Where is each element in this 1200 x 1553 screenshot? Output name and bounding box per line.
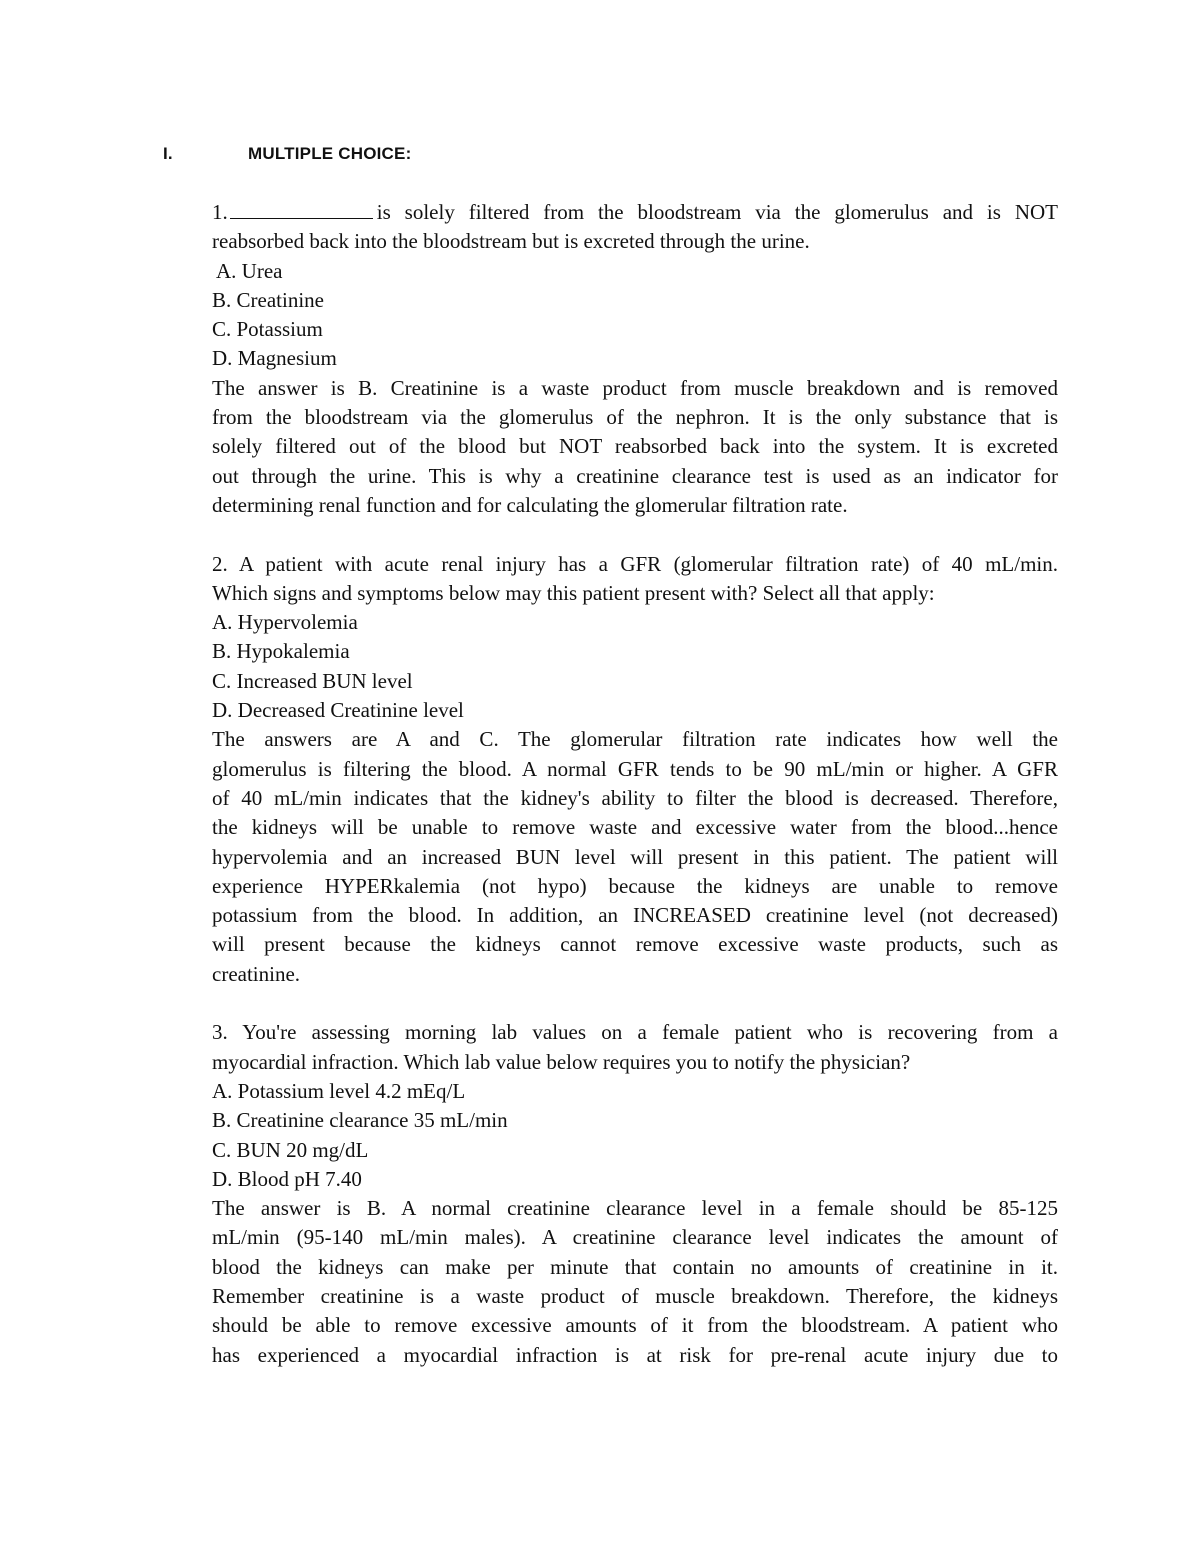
section-title: MULTIPLE CHOICE: — [248, 144, 412, 163]
q2-option-c: C. Increased BUN level — [212, 668, 413, 693]
q3-option-d: D. Blood pH 7.40 — [212, 1166, 362, 1191]
q2-option-a: A. Hypervolemia — [212, 610, 358, 635]
q3-answer-line: Remember creatinine is a waste product of muscle breakdown. Therefore, the kidneys — [212, 1283, 1058, 1308]
q2-answer-line: the kidneys will be unable to remove waste and excessive water from the blood...hence — [212, 815, 1058, 840]
q2-answer-line: experience HYPERkalemia (not hypo) because the kidneys are unable to remove — [212, 873, 1058, 898]
section-number: I. — [163, 144, 173, 163]
q1-answer-line: determining renal function and for calculating the glomerular filtration rate. — [212, 492, 848, 517]
q3-answer-line: mL/min (95-140 mL/min males). A creatinine clearance level indicates the amount of — [212, 1225, 1058, 1250]
spacer — [212, 520, 1058, 549]
q1-option-d: D. Magnesium — [212, 346, 337, 371]
q2-answer-line: will present because the kidneys cannot remove excessive waste products, such as — [212, 932, 1058, 957]
q1-answer-line: out through the urine. This is why a creatinine clearance test is used as an indicator for — [212, 463, 1058, 488]
q3-option-c: C. BUN 20 mg/dL — [212, 1137, 369, 1162]
q2-stem-line: Which signs and symptoms below may this patient present with? Select all that apply: — [212, 580, 935, 605]
q2-answer-line: glomerulus is filtering the blood. A normal GFR tends to be 90 mL/min or higher. A GFR — [212, 756, 1058, 781]
q1-option-a: A. Urea — [216, 258, 283, 283]
q1-answer-line: solely filtered out of the blood but NOT reabsorbed back into the system. It is excreted — [212, 434, 1058, 459]
q1-answer-line: The answer is B. Creatinine is a waste product from muscle breakdown and is removed — [212, 375, 1058, 400]
q2-answer-line: creatinine. — [212, 961, 301, 986]
q1-answer-blank — [230, 200, 373, 219]
q3-stem-line: 3. You're assessing morning lab values on a female patient who is recovering from a — [212, 1020, 1058, 1045]
q3-answer-line: blood the kidneys can make per minute that contain no amounts of creatinine in it. — [212, 1254, 1058, 1279]
q3-answer-line: should be able to remove excessive amounts of it from the bloodstream. A patient who — [212, 1313, 1058, 1338]
q2-answer-line: of 40 mL/min indicates that the kidney's ability to filter the blood is decreased. Therefore, — [212, 785, 1058, 810]
document-body — [212, 198, 1058, 1370]
q2-option-b: B. Hypokalemia — [212, 639, 350, 664]
q1-number: 1. — [212, 200, 228, 224]
q1-option-c: C. Potassium — [212, 317, 323, 342]
q1-stem-line-1: 1. is solely filtered from the bloodstream via the glomerulus and is NOT — [212, 200, 1058, 224]
q2-option-d: D. Decreased Creatinine level — [212, 698, 464, 723]
q1-option-b: B. Creatinine — [212, 287, 324, 312]
q2-answer-line: potassium from the blood. In addition, an INCREASED creatinine level (not decreased) — [212, 903, 1058, 928]
spacer — [212, 989, 1058, 1018]
section-heading — [163, 144, 411, 164]
q3-option-b: B. Creatinine clearance 35 mL/min — [212, 1108, 508, 1133]
q3-stem-line: myocardial infraction. Which lab value below requires you to notify the physician? — [212, 1049, 911, 1074]
q2-answer-line: hypervolemia and an increased BUN level will present in this patient. The patient will — [212, 844, 1058, 869]
q3-option-a: A. Potassium level 4.2 mEq/L — [212, 1078, 466, 1103]
q2-answer-line: The answers are A and C. The glomerular filtration rate indicates how well the — [212, 727, 1058, 752]
q1-stem-line-2: reabsorbed back into the bloodstream but is excreted through the urine. — [212, 229, 810, 254]
q1-answer-line: from the bloodstream via the glomerulus of the nephron. It is the only substance that is — [212, 405, 1058, 430]
q2-stem-line: 2. A patient with acute renal injury has a GFR (glomerular filtration rate) of 40 mL/min. — [212, 551, 1058, 576]
q3-answer-line: has experienced a myocardial infraction is at risk for pre-renal acute injury due to — [212, 1342, 1058, 1367]
q3-answer-line: The answer is B. A normal creatinine clearance level in a female should be 85-125 — [212, 1196, 1058, 1221]
